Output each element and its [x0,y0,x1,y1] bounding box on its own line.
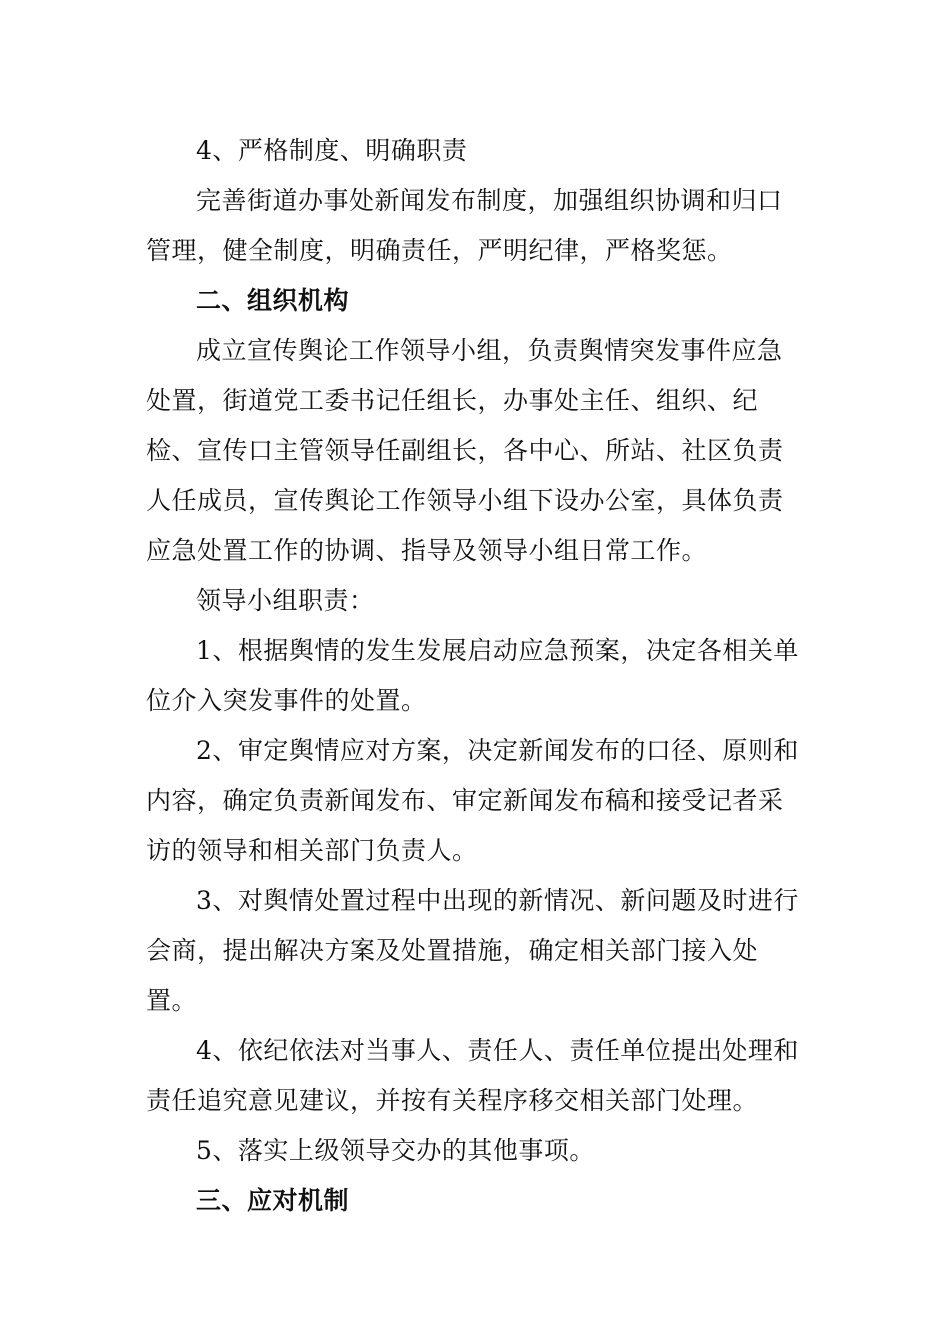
paragraph-line: 置。 [146,986,198,1015]
paragraph-line: 责任追究意见建议，并按有关程序移交相关部门处理。 [146,1086,759,1115]
paragraph-line: 检、宣传口主管领导任副组长，各中心、所站、社区负责 [146,436,784,465]
duty-item-1: 1、根据舆情的发生发展启动应急预案，决定各相关单 [196,636,799,665]
paragraph-line: 应急处置工作的协调、指导及领导小组日常工作。 [146,536,708,565]
duty-item-4: 4、依纪依法对当事人、责任人、责任单位提出处理和 [196,1036,799,1065]
paragraph-line: 会商，提出解决方案及处置措施，确定相关部门接入处 [146,936,759,965]
item-4-title: 4、严格制度、明确职责 [196,136,468,165]
paragraph-line: 管理，健全制度，明确责任，严明纪律，严格奖惩。 [146,236,733,265]
section-heading-2: 二、组织机构 [196,286,350,315]
paragraph-line: 处置，街道党工委书记任组长，办事处主任、组织、纪 [146,386,759,415]
duty-item-2: 2、审定舆情应对方案，决定新闻发布的口径、原则和 [196,736,799,765]
section-heading-3: 三、应对机制 [196,1186,350,1215]
paragraph-line: 人任成员，宣传舆论工作领导小组下设办公室，具体负责 [146,486,784,515]
duty-item-3: 3、对舆情处置过程中出现的新情况、新问题及时进行 [196,886,799,915]
paragraph-line: 完善街道办事处新闻发布制度，加强组织协调和归口 [196,186,783,215]
duty-item-5: 5、落实上级领导交办的其他事项。 [196,1136,595,1165]
paragraph-line: 内容，确定负责新闻发布、审定新闻发布稿和接受记者采 [146,786,784,815]
paragraph-line: 位介入突发事件的处置。 [146,686,427,715]
subheading-duties: 领导小组职责： [196,586,375,615]
paragraph-line: 成立宣传舆论工作领导小组，负责舆情突发事件应急 [196,336,783,365]
paragraph-line: 访的领导和相关部门负责人。 [146,836,478,865]
